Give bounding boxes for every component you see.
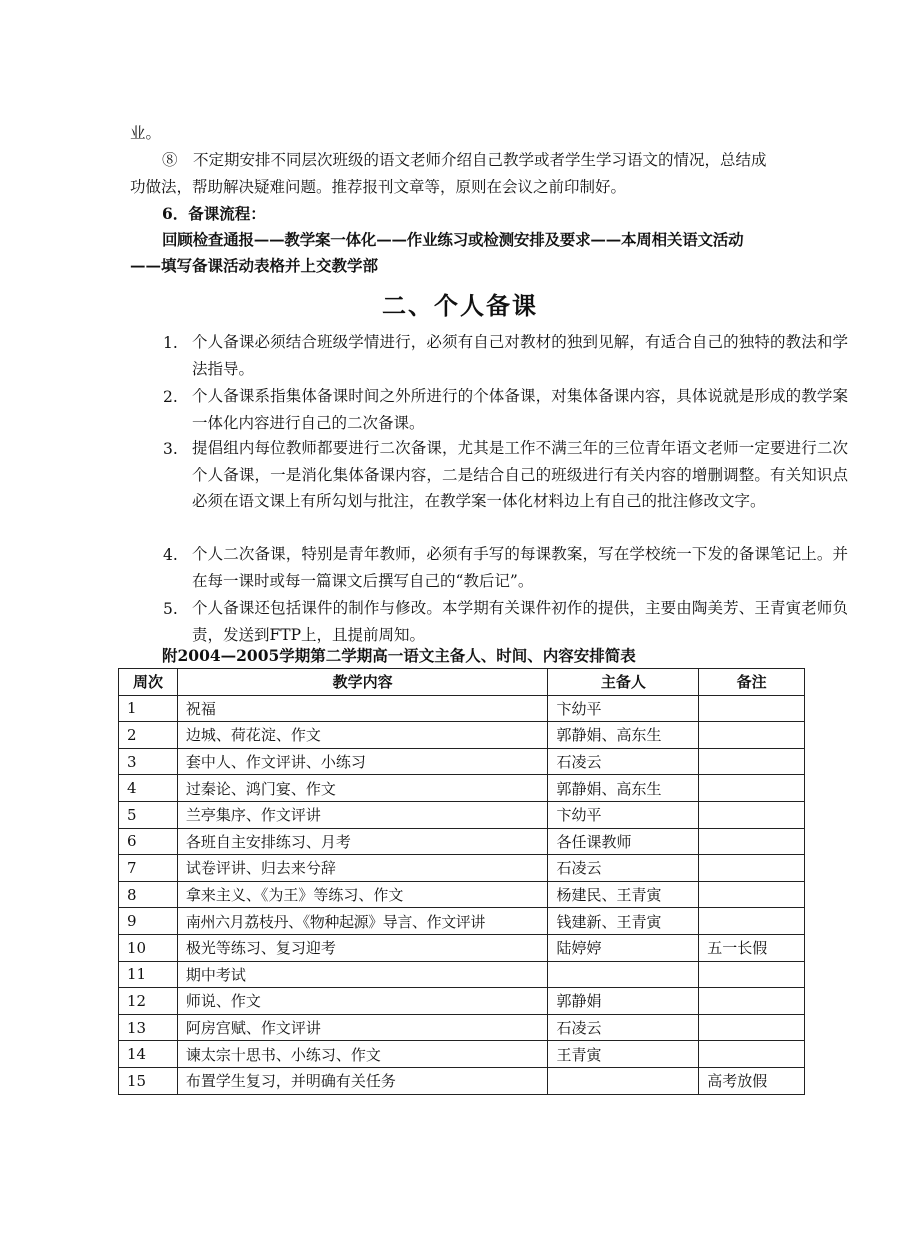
cell-remarks [699,881,805,908]
schedule-table [118,668,805,1095]
item-text: 个人二次备课，特别是青年教师，必须有手写的每课教案，写在学校统一下发的备课笔记上。并在每一课时或每一篇课文后撰写自己的“教后记”。 [192,545,848,590]
cell-preparer: 钱建新、王青寅 [548,908,699,935]
cell-week: 12 [119,988,178,1015]
cell-preparer: 卞幼平 [548,801,699,828]
cell-week: 9 [119,908,178,935]
cell-remarks [699,1014,805,1041]
cell-week: 14 [119,1041,178,1068]
table-row [119,1014,805,1041]
item-number: 1. [163,334,178,352]
cell-preparer: 石凌云 [548,748,699,775]
intro-line-2: ⑧ 不定期安排不同层次班级的语文老师介绍自己教学或者学生学习语文的情况，总结成 [162,151,767,169]
intro-line-1: 业。 [130,124,162,142]
table-row [119,881,805,908]
header-week: 周次 [119,669,178,696]
cell-content: 师说、作文 [177,988,548,1015]
table-row [119,1041,805,1068]
item-text: 个人备课系指集体备课时间之外所进行的个体备课，对集体备课内容，具体说就是形成的教学案一体化内容进行自己的二次备课。 [192,387,848,432]
cell-remarks [699,855,805,882]
cell-content: 阿房宫赋、作文评讲 [177,1014,548,1041]
intro-line-3: 功做法，帮助解决疑难问题。推荐报刊文章等，原则在会议之前印制好。 [130,178,627,196]
cell-remarks [699,988,805,1015]
cell-content: 南州六月荔枝丹、《物种起源》导言、作文评讲 [177,908,548,935]
cell-remarks [699,775,805,802]
cell-preparer [548,1067,699,1094]
table-row [119,801,805,828]
cell-remarks [699,908,805,935]
item-number: 5. [163,600,178,618]
cell-preparer: 杨建民、王青寅 [548,881,699,908]
table-row [119,722,805,749]
item-text: 提倡组内每位教师都要进行二次备课，尤其是工作不满三年的三位青年语文老师一定要进行二次个人备课，一是消化集体备课内容，二是结合自己的班级进行有关内容的增删调整。有关知识点必须在语文课上有所勾划与批注，在教学案一体化材料边上有自己的批注修改文字。 [192,439,848,510]
cell-remarks: 五一长假 [699,934,805,961]
cell-content: 试卷评讲、归去来兮辞 [177,855,548,882]
flow-title: 6．备课流程： [162,204,266,223]
cell-week: 2 [119,722,178,749]
flow-line-1: 回顾检查通报——教学案一体化——作业练习或检测安排及要求——本周相关语文活动 [162,230,744,249]
cell-remarks [699,801,805,828]
cell-preparer: 郭静娟、高东生 [548,775,699,802]
cell-content: 布置学生复习，并明确有关任务 [177,1067,548,1094]
cell-content: 拿来主义、《为王》等练习、作文 [177,881,548,908]
cell-preparer: 郭静娟、高东生 [548,722,699,749]
cell-week: 3 [119,748,178,775]
header-remarks: 备注 [699,669,805,696]
cell-preparer: 各任课教师 [548,828,699,855]
cell-preparer: 石凌云 [548,855,699,882]
table-row [119,695,805,722]
cell-week: 6 [119,828,178,855]
cell-week: 1 [119,695,178,722]
cell-remarks [699,961,805,988]
table-row [119,934,805,961]
table-row [119,1067,805,1094]
cell-remarks [699,828,805,855]
table-header-row [119,669,805,696]
cell-preparer [548,961,699,988]
item-number: 2. [163,388,178,406]
item-number: 4. [163,546,178,564]
cell-preparer: 卞幼平 [548,695,699,722]
cell-week: 15 [119,1067,178,1094]
cell-content: 期中考试 [177,961,548,988]
item-text: 个人备课还包括课件的制作与修改。本学期有关课件初作的提供，主要由陶美芳、王青寅老师负责，发送到FTP上，且提前周知。 [192,599,848,644]
cell-content: 各班自主安排练习、月考 [177,828,548,855]
cell-week: 13 [119,1014,178,1041]
table-row [119,855,805,882]
table-row [119,775,805,802]
cell-remarks [699,695,805,722]
item-number: 3. [163,440,178,458]
cell-remarks [699,748,805,775]
cell-preparer: 石凌云 [548,1014,699,1041]
header-content: 教学内容 [177,669,548,696]
table-row [119,988,805,1015]
cell-content: 过秦论、鸿门宴、作文 [177,775,548,802]
cell-remarks [699,1041,805,1068]
cell-content: 极光等练习、复习迎考 [177,934,548,961]
section-title: 二、个人备课 [382,291,538,320]
table-caption: 附2004—2005学期第二学期高一语文主备人、时间、内容安排简表 [162,646,636,665]
cell-week: 5 [119,801,178,828]
cell-content: 祝福 [177,695,548,722]
cell-content: 边城、荷花淀、作文 [177,722,548,749]
cell-content: 套中人、作文评讲、小练习 [177,748,548,775]
cell-preparer: 陆婷婷 [548,934,699,961]
table-row [119,748,805,775]
table-row [119,828,805,855]
cell-remarks: 高考放假 [699,1067,805,1094]
item-text: 个人备课必须结合班级学情进行，必须有自己对教材的独到见解，有适合自己的独特的教法和学法指导。 [192,333,848,378]
cell-content: 兰亭集序、作文评讲 [177,801,548,828]
cell-preparer: 王青寅 [548,1041,699,1068]
cell-week: 8 [119,881,178,908]
cell-preparer: 郭静娟 [548,988,699,1015]
cell-content: 谏太宗十思书、小练习、作文 [177,1041,548,1068]
cell-week: 7 [119,855,178,882]
cell-week: 10 [119,934,178,961]
table-row [119,908,805,935]
header-preparer: 主备人 [548,669,699,696]
cell-remarks [699,722,805,749]
cell-week: 11 [119,961,178,988]
cell-week: 4 [119,775,178,802]
flow-line-2: ——填写备课活动表格并上交教学部 [130,256,379,275]
table-row [119,961,805,988]
